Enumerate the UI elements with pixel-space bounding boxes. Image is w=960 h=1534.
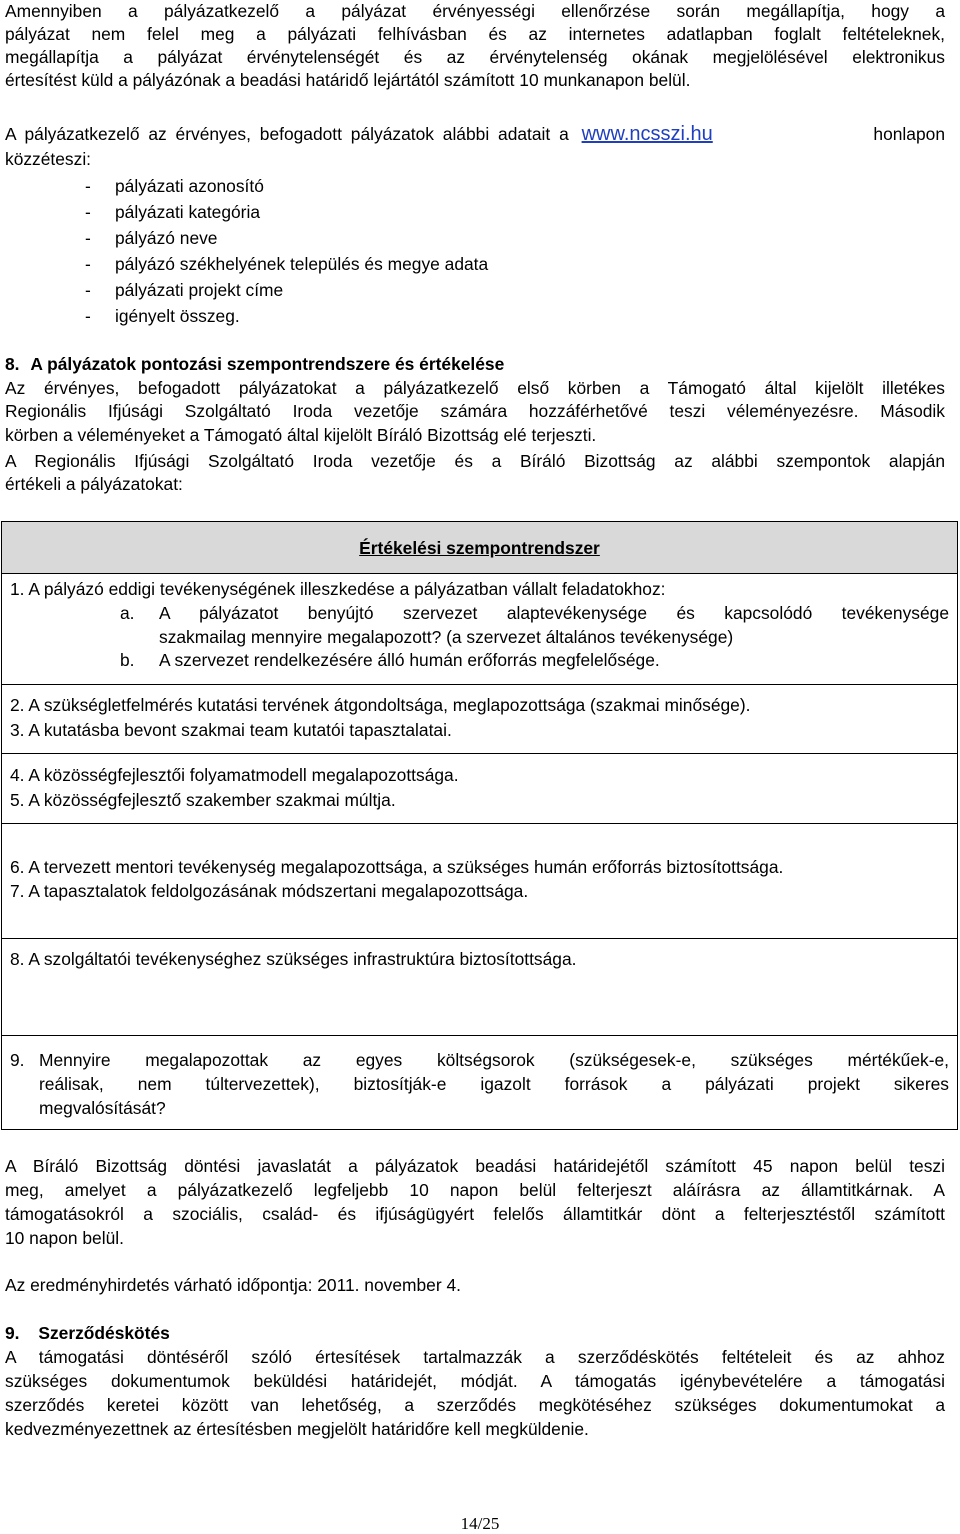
publish-line-2: közzéteszi: (5, 149, 92, 169)
criterion-9-line-2: reálisak, nem túltervezettek), biztosítják-e igazolt források a pályázati projekt sikeres (39, 1074, 949, 1094)
publish-item-text: pályázati projekt címe (115, 280, 284, 300)
section-9-line-3: szerződés keretei között van lehetőség, a szerződés megkötéséhez szükséges dokumentumokat a (5, 1395, 945, 1415)
criterion-1b-label: b. (120, 650, 135, 670)
intro-line-2: pályázat nem felel meg a pályázati felhívásban és az internetes adatlapban foglalt feltételeknek, (5, 24, 945, 44)
decision-line-3: támogatásokról a szociális, család- és ifjúságügyért felelős államtitkár dönt a felterjesztéstől számított (5, 1204, 945, 1224)
criterion-2: 2. A szükségletfelmérés kutatási tervének átgondoltsága, meglapozottsága (szakmai minősége). (10, 695, 751, 715)
intro-line-3: megállapítja a pályázat érvénytelenségét és az érvénytelenség okának megjelölésével elektronikus (5, 47, 945, 67)
criterion-3: 3. A kutatásba bevont szakmai team kutatói tapasztalatai. (10, 720, 452, 740)
section-8-number: 8. (5, 354, 20, 374)
criterion-6: 6. A tervezett mentori tevékenység megalapozottsága, a szükséges humán erőforrás biztosítottsága. (10, 857, 784, 877)
table-divider (2, 753, 957, 754)
criterion-7: 7. A tapasztalatok feldolgozásának módszertani megalapozottsága. (10, 881, 529, 901)
result-date: Az eredményhirdetés várható időpontja: 2011. november 4. (5, 1275, 461, 1295)
section-8-title: A pályázatok pontozási szempontrendszere és értékelése (30, 354, 505, 374)
decision-line-2: meg, amelyet a pályázatkezelő legfeljebb 10 napon belül felterjeszt aláírásra az államtitkárnak. A (5, 1180, 945, 1200)
section-8-line-2: Regionális Ifjúsági Szolgáltató Iroda vezetője számára hozzáférhetővé teszi véleményezésre. Második (5, 401, 945, 421)
section-8-line-4: A Regionális Ifjúsági Szolgáltató Iroda vezetője és a Bíráló Bizottság az alábbi szempontok alapján (5, 451, 945, 471)
intro-line-1: Amennyiben a pályázatkezelő a pályázat érvényességi ellenőrzése során megállapítja, hogy a (5, 1, 945, 21)
criterion-9-line-1: Mennyire megalapozottak az egyes költségsorok (szükségesek-e, szükséges mértékűek-e, (39, 1050, 949, 1070)
dash: - (85, 254, 91, 274)
publish-item-text: igényelt összeg. (115, 306, 240, 326)
section-9-line-4: kedvezményezettnek az értesítésben megjelölt határidőre kell megküldenie. (5, 1419, 589, 1439)
publish-item-text: pályázati azonosító (115, 176, 264, 196)
table-divider (2, 823, 957, 824)
dash: - (85, 176, 91, 196)
criterion-9-number: 9. (10, 1050, 25, 1070)
publish-item-text: pályázati kategória (115, 202, 261, 222)
decision-line-4: 10 napon belül. (5, 1228, 124, 1248)
criterion-9-line-3: megvalósítását? (39, 1098, 166, 1118)
publish-text-after: honlapon (873, 124, 945, 144)
criterion-1b: A szervezet rendelkezésére álló humán erőforrás megfelelősége. (159, 650, 660, 670)
section-8-line-1: Az érvényes, befogadott pályázatokat a pályázatkezelő első körben a Támogató által kijelölt illetékes (5, 378, 945, 398)
publish-text-before: A pályázatkezelő az érvényes, befogadott pályázatok alábbi adatait a (5, 124, 569, 144)
criterion-5: 5. A közösségfejlesztő szakember szakmai múltja. (10, 790, 396, 810)
section-9-title: Szerződéskötés (38, 1323, 170, 1343)
dash: - (85, 228, 91, 248)
table-divider (2, 684, 957, 685)
section-9-number: 9. (5, 1323, 20, 1343)
intro-line-4: értesítést küld a pályázónak a beadási határidő lejártától számított 10 munkanapon belül. (5, 70, 691, 90)
criterion-1: 1. A pályázó eddigi tevékenységének illeszkedése a pályázatban vállalt feladatokhoz: (10, 579, 666, 599)
section-9-line-1: A támogatási döntéséről szóló értesítések tartalmazzák a szerződéskötés feltételeit és az ahhoz (5, 1347, 945, 1367)
dash: - (85, 280, 91, 300)
table-divider (2, 938, 957, 939)
criterion-4: 4. A közösségfejlesztői folyamatmodell megalapozottsága. (10, 765, 459, 785)
section-8-heading (5, 353, 504, 375)
section-9-line-2: szükséges dokumentumok beküldési határidejét, módját. A támogatás igénybevételére a támogatási (5, 1371, 945, 1391)
table-header (2, 522, 957, 574)
publish-item-text: pályázó neve (115, 228, 218, 248)
section-9-heading (5, 1322, 170, 1344)
criterion-1a-line-1: A pályázatot benyújtó szervezet alaptevékenysége és kapcsolódó tevékenysége (159, 603, 949, 623)
publish-item-text: pályázó székhelyének település és megye adata (115, 254, 489, 274)
decision-line-1: A Bíráló Bizottság döntési javaslatát a pályázatok beadási határidejétől számított 45 napon belül teszi (5, 1156, 945, 1176)
criterion-1a-label: a. (120, 603, 135, 623)
publish-line-1 (5, 123, 945, 145)
section-8-line-3: körben a véleményeket a Támogató által kijelölt Bíráló Bizottság elé terjeszti. (5, 425, 597, 445)
website-link[interactable]: www.ncsszi.hu (581, 123, 713, 145)
table-header-title: Értékelési szempontrendszer (359, 538, 600, 558)
table-divider (2, 1035, 957, 1036)
dash: - (85, 306, 91, 326)
dash: - (85, 202, 91, 222)
criterion-8: 8. A szolgáltatói tevékenységhez szükséges infrastruktúra biztosítottsága. (10, 949, 577, 969)
page-number: 14/25 (460, 1514, 500, 1533)
criterion-1a-line-2: szakmailag mennyire megalapozott? (a szervezet általános tevékenysége) (159, 627, 734, 647)
evaluation-criteria-table (1, 521, 958, 1130)
section-8-line-5: értékeli a pályázatokat: (5, 474, 183, 494)
